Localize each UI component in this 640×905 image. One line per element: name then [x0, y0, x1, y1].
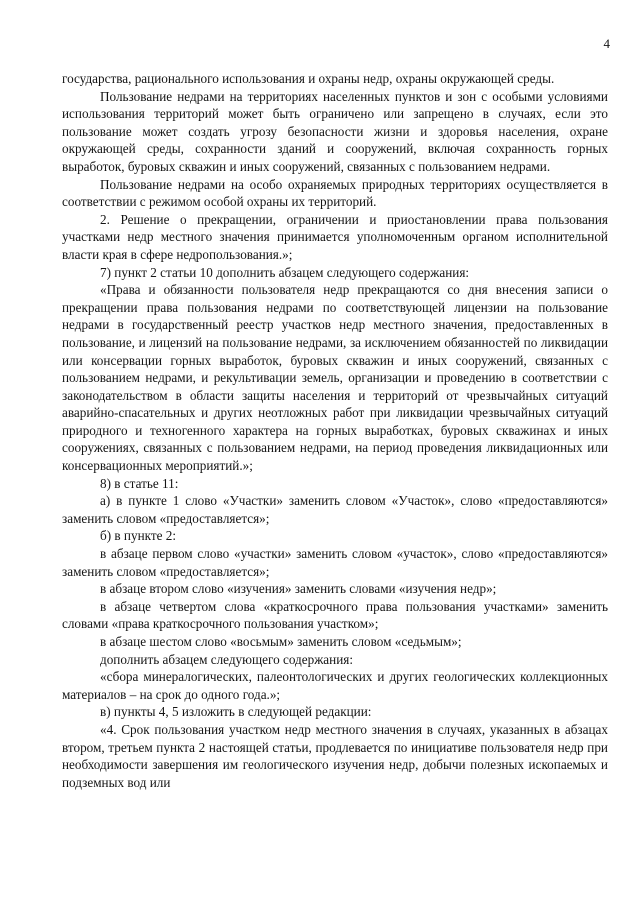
paragraph: 8) в статье 11: [100, 475, 179, 491]
paragraph: дополнить абзацем следующего содержания: [100, 651, 354, 667]
paragraph: Пользование недрами на территориях населенных пунктов и зон с особыми условиями использования территорий может быть ограничено или запрещено в случаях, если это пользование может создать угрозу безопасности жизни и здоровья населения, охране окружающей среды, сохранности зданий и сооружений, включая сохранность горных выработок, буровых скважин и иных сооружений, связанных с пользованием недрами. [62, 88, 608, 174]
paragraph: в) пункты 4, 5 изложить в следующей редакции: [100, 704, 372, 720]
paragraph: в абзаце четвертом слова «краткосрочного права пользования участками» заменить словами «права краткосрочного пользования участком»; [62, 598, 608, 632]
page-number: 4 [603, 36, 610, 51]
document-body [62, 70, 608, 791]
paragraph: «сбора минералогических, палеонтологических и других геологических коллекционных материалов – на срок до одного года.»; [62, 669, 608, 702]
paragraph: «4. Срок пользования участком недр местного значения в случаях, указанных в абзацах втором, третьем пункта 2 настоящей статьи, продлевается по инициативе пользователя недр при необходимости завершения им геологического изучения недр, добычи полезных ископаемых и подземных вод или [62, 721, 608, 790]
paragraph: б) в пункте 2: [100, 528, 177, 544]
paragraph: а) в пункте 1 слово «Участки» заменить словом «Участок», слово «предоставляются» заменить словом «предоставляется»; [62, 493, 608, 526]
paragraph: в абзаце втором слово «изучения» заменить словами «изучения недр»; [100, 581, 497, 597]
paragraph: государства, рационального использования и охраны недр, охраны окружающей среды. [62, 71, 555, 86]
paragraph: в абзаце первом слово «участки» заменить словом «участок», слово «предоставляются» заменить словом «предоставляется»; [62, 546, 608, 579]
paragraph: Пользование недрами на особо охраняемых природных территориях осуществляется в соответствии с режимом особой охраны их территорий. [62, 176, 608, 210]
paragraph: 7) пункт 2 статьи 10 дополнить абзацем следующего содержания: [100, 264, 470, 280]
paragraph: в абзаце шестом слово «восьмым» заменить словом «седьмым»; [100, 634, 462, 649]
paragraph: «Права и обязанности пользователя недр прекращаются со дня внесения записи о прекращении права пользования недрами по соответствующей лицензии на пользование недрами в государственный реестр участков недр местного значения, предоставленных в пользование, и лицензий на пользование недрами, за исключением обязанностей по ликвидации или консервации горных выработок, буровых скважин и иных сооружений, связанных с пользованием недрами, и рекультивации земель, организации и проведению в соответствии с законодательством в области защиты населения и территорий от чрезвычайных ситуаций аварийно-спасательных и других неотложных работ при ликвидации чрезвычайных ситуаций природного и техногенного характера на горных выработках, буровых скважинах и иных сооружениях, связанных с пользованием недрами, на период проведения ликвидационных или консервационных мероприятий.»; [62, 282, 608, 474]
paragraph: 2. Решение о прекращении, ограничении и приостановлении права пользования участками недр местного значения принимается уполномоченным органом исполнительной власти края в сфере недропользования.»; [62, 211, 608, 262]
